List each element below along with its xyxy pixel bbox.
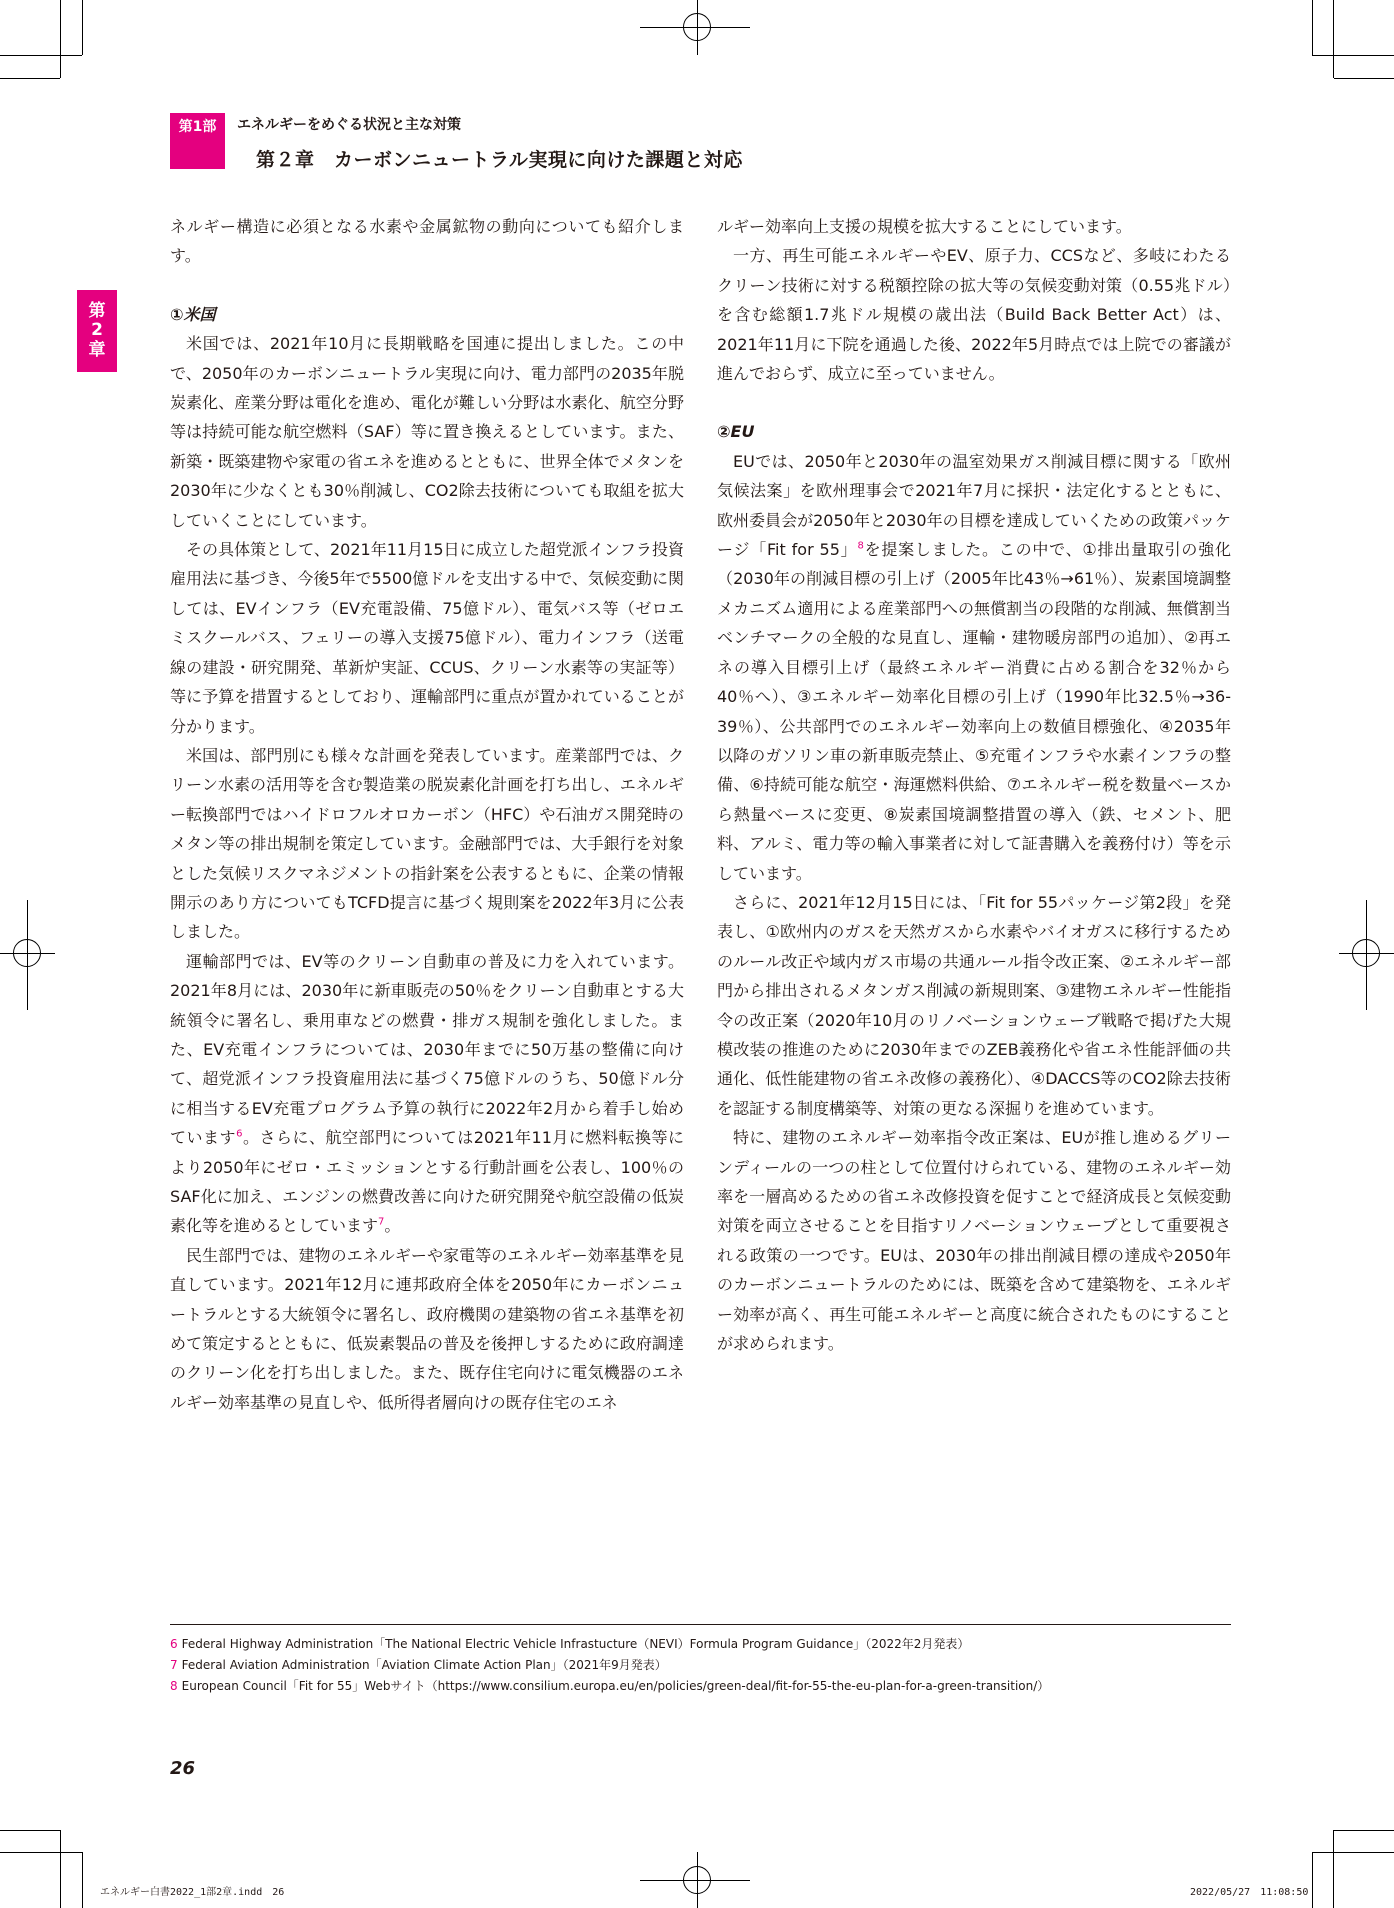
side-tab-char: 2 xyxy=(91,320,103,341)
part-accent-bar xyxy=(170,139,225,169)
crop-mark xyxy=(82,1852,83,1908)
paragraph-text: 運輸部門では、EV等のクリーン自動車の普及に力を入れています。2021年8月には、2030年に新車販売の50％をクリーン自動車とする大統領令に署名し、乗用車などの燃費・排ガス規制を強化しました。また、EV充電インフラについては、2030年までに50万基の整備に向けて、超党派インフラ投資雇用法に基づく75億ドルのうち、50億ドル分に相当するEV充電プログラム予算の執行に2022年2月から着手し始めています xyxy=(170,951,684,1148)
footnote-text: Federal Highway Administration「The National Electric Vehicle Infrastucture（NEVI）Formula Program Guidance」（2022年2月発表） xyxy=(181,1637,970,1651)
crop-mark xyxy=(1333,1830,1334,1908)
right-column xyxy=(717,212,1231,1358)
registration-circle xyxy=(683,13,711,41)
crop-mark xyxy=(0,78,60,79)
registration-circle xyxy=(1352,939,1380,967)
footnotes xyxy=(170,1634,1049,1697)
left-column xyxy=(170,212,684,1417)
chapter-side-tab xyxy=(77,290,117,372)
paragraph-text: 。さらに、航空部門については2021年11月に燃料転換等により2050年にゼロ・エミッションとする行動計画を公表し、100％のSAF化に加え、エンジンの燃費改善に向けた研究開発や航空設備の低炭素化等を進めるとしています xyxy=(170,1128,684,1236)
paragraph xyxy=(717,447,1231,888)
part-badge: 第1部 xyxy=(170,113,225,139)
footnote-number: 8 xyxy=(170,1679,178,1693)
footnote-ref[interactable]: 6 xyxy=(236,1128,243,1140)
footnote-item xyxy=(170,1655,1049,1676)
crop-mark xyxy=(1312,0,1313,55)
section-heading-eu: ②EU xyxy=(717,422,755,442)
footnote-ref[interactable]: 8 xyxy=(857,540,864,552)
footnote-item xyxy=(170,1676,1049,1697)
crop-mark xyxy=(1334,1830,1394,1831)
crop-mark xyxy=(0,55,82,56)
registration-circle xyxy=(683,1866,711,1894)
footnote-ref[interactable]: 7 xyxy=(378,1217,385,1229)
paragraph: その具体策として、2021年11月15日に成立した超党派インフラ投資雇用法に基づき、今後5年で5500億ドルを支出する中で、気候変動に関しては、EVインフラ（EV充電設備、75億ドル）、電気バス等（ゼロエミスクールバス、フェリーの導入支援75億ドル）、電力インフラ（送電線の建設・研究開発、革新炉実証、CCUS、クリーン水素等の実証等）等に予算を措置するとしており、運輸部門に重点が置かれていることが分かります。 xyxy=(170,540,684,736)
footnote-text[interactable]: European Council「Fit for 55」Webサイト（https://www.consilium.europa.eu/en/policies/green-deal/fit-for-55-the-eu-plan-for-a-green-transition/） xyxy=(181,1679,1050,1693)
crop-mark xyxy=(1312,55,1394,56)
paragraph: ルギー効率向上支援の規模を拡大することにしています。 xyxy=(717,217,1132,236)
footnote-divider xyxy=(170,1624,1231,1625)
footnote-number: 6 xyxy=(170,1637,178,1651)
crop-mark xyxy=(0,1852,82,1853)
paragraph-text: を提案しました。この中で、①排出量取引の強化（2030年の削減目標の引上げ（2005年比43％→61％）、炭素国境調整メカニズム適用による産業部門への無償割当の段階的な削減、無償割当ベンチマークの全般的な見直し、運輸・建物暖房部門の追加）、②再エネの導入目標引上げ（最終エネルギー消費に占める割合を32％から40％へ）、③エネルギー効率化目標の引上げ（1990年比32.5％→36-39％）、公共部門でのエネルギー効率向上の数値目標強化、④2035年以降のガソリン車の新車販売禁止、⑤充電インフラや水素インフラの整備、⑥持続可能な航空・海運燃料供給、⑦エネルギー税を数量ベースから熱量ベースに変更、⑧炭素国境調整措置の導入（鉄、セメント、肥料、アルミ、電力等の輸入事業者に対して証書購入を義務付け）等を示しています。 xyxy=(717,540,1231,883)
crop-mark xyxy=(60,0,61,78)
crop-mark xyxy=(0,1830,60,1831)
paragraph: 一方、再生可能エネルギーやEV、原子力、CCSなど、多岐にわたるクリーン技術に対する税額控除の拡大等の気候変動対策（0.55兆ドル）を含む総額1.7兆ドル規模の歳出法（Build Back Better Act）は、2021年11月に下院を通過した後、2022年5月時点では上院での審議が進んでおらず、成立に至っていません。 xyxy=(717,246,1231,384)
chapter-title: 第２章 カーボンニュートラル実現に向けた課題と対応 xyxy=(256,149,743,171)
paragraph-text: EUでは、2050年と2030年の温室効果ガス削減目標に関する「欧州気候法案」を欧州理事会で2021年7月に採択・法定化するとともに、欧州委員会が2050年と2030年の目標を達成していくための政策パッケージ「Fit for 55」 xyxy=(717,451,1231,560)
footnote-number: 7 xyxy=(170,1658,178,1672)
crop-mark xyxy=(1312,1852,1394,1853)
crop-mark xyxy=(1333,0,1334,78)
crop-mark xyxy=(1312,1852,1313,1908)
section-heading-us: ①米国 xyxy=(170,304,216,324)
paragraph: さらに、2021年12月15日には、「Fit for 55パッケージ第2段」を発表し、①欧州内のガスを天然ガスから水素やバイオガスに移行するためのルール改正や域内ガス市場の共通ルール指令改正案、②エネルギー部門から排出されるメタンガス削減の新規則案、③建物エネルギー性能指令の改正案（2020年10月のリノベーションウェーブ戦略で掲げた大規模改装の推進のために2030年までのZEB義務化や省エネ性能評価の共通化、低性能建物の省エネ改修の義務化）、④DACCS等のCO2除去技術を認証する制度構築等、対策の更なる深掘りを進めています。 xyxy=(717,892,1231,1118)
side-tab-char: 章 xyxy=(88,339,106,360)
paragraph: ネルギー構造に必須となる水素や金属鉱物の動向についても紹介します。 xyxy=(170,217,684,266)
slug-file: エネルギー白書2022_1部2章.indd 26 xyxy=(100,1887,285,1898)
registration-circle xyxy=(13,939,41,967)
part-title: エネルギーをめぐる状況と主な対策 xyxy=(237,117,461,133)
footnote-item xyxy=(170,1634,1049,1655)
paragraph-text: 。 xyxy=(384,1216,401,1236)
side-tab-char: 第 xyxy=(88,300,106,321)
crop-mark xyxy=(82,0,83,55)
crop-mark xyxy=(1334,78,1394,79)
crop-mark xyxy=(60,1830,61,1908)
paragraph: 米国は、部門別にも様々な計画を発表しています。産業部門では、クリーン水素の活用等を含む製造業の脱炭素化計画を打ち出し、エネルギー転換部門ではハイドロフルオロカーボン（HFC）や石油ガス開発時のメタン等の排出規制を策定しています。金融部門では、大手銀行を対象とした気候リスクマネジメントの指針案を公表するともに、企業の情報開示のあり方についてもTCFD提言に基づく規則案を2022年3月に公表しました。 xyxy=(170,745,684,942)
paragraph xyxy=(170,947,684,1241)
page-number: 26 xyxy=(170,1758,196,1779)
footnote-text: Federal Aviation Administration「Aviation Climate Action Plan」（2021年9月発表） xyxy=(181,1658,667,1672)
paragraph: 特に、建物のエネルギー効率指令改正案は、EUが推し進めるグリーンディールの一つの柱として位置付けられている、建物のエネルギー効率を一層高めるための省エネ改修投資を促すことで経済成長と気候変動対策を両立させることを目指すリノベーションウェーブとして重要視される政策の一つです。EUは、2030年の排出削減目標の達成や2050年のカーボンニュートラルのためには、既築を含めて建築物を、エネルギー効率が高く、再生可能エネルギーと高度に統合されたものにすることが求められます。 xyxy=(717,1128,1231,1354)
slug-timestamp: 2022/05/27 11:08:50 xyxy=(1190,1887,1309,1898)
paragraph: 民生部門では、建物のエネルギーや家電等のエネルギー効率基準を見直しています。2021年12月に連邦政府全体を2050年にカーボンニュートラルとする大統領令に署名し、政府機関の建築物の省エネ基準を初めて策定するとともに、低炭素製品の普及を後押しするために政府調達のクリーン化を打ち出しました。また、既存住宅向けに電気機器のエネルギー効率基準の見直しや、低所得者層向けの既存住宅のエネ xyxy=(170,1245,684,1412)
paragraph: 米国では、2021年10月に長期戦略を国連に提出しました。この中で、2050年のカーボンニュートラル実現に向け、電力部門の2035年脱炭素化、産業分野は電化を進め、電化が難しい分野は水素化、航空分野等は持続可能な航空燃料（SAF）等に置き換えるとしています。また、新築・既築建物や家電の省エネを進めるとともに、世界全体でメタンを2030年に少なくとも30％削減し、CO2除去技術についても取組を拡大していくことにしています。 xyxy=(170,334,684,530)
